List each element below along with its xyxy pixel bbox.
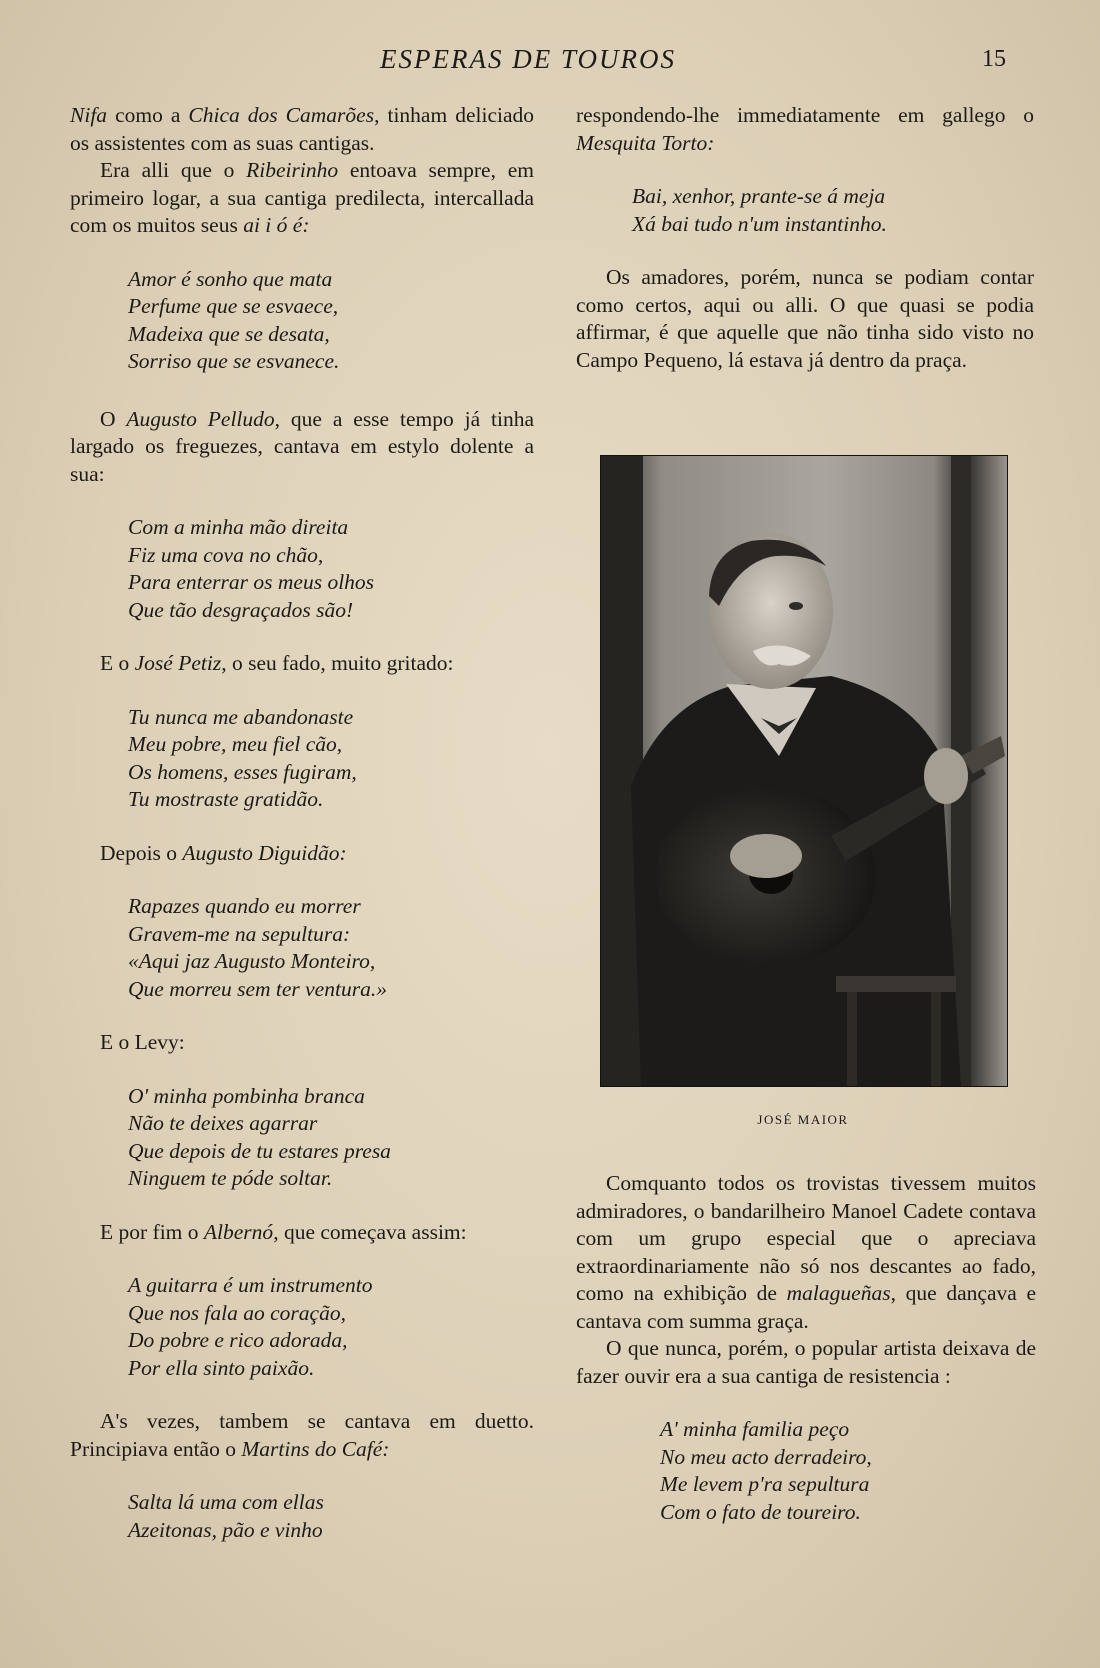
verse-line: Que nos fala ao coração, <box>128 1300 346 1325</box>
verse-line: Sorriso que se esvanece. <box>128 349 340 373</box>
verse <box>70 266 534 376</box>
verse <box>576 183 1034 238</box>
verse-line: Os homens, esses fugiram, <box>128 759 357 784</box>
paragraph: Era alli que o Ribeirinho entoava sempre, em primeiro logar, a sua cantiga predilecta, intercallada com os muitos seus ai i ó é: <box>70 158 534 237</box>
verse-line: Madeixa que se desata, <box>128 321 330 346</box>
verse-line: Amor é sonho que mata <box>128 266 333 291</box>
verse <box>70 1272 534 1382</box>
verse-line: Gravem-me na sepultura: <box>128 921 351 946</box>
paragraph: Nifa como a Chica dos Camarões, tinham deliciado os assistentes com as suas cantigas. <box>70 103 535 155</box>
verse-line: Que tão desgraçados são! <box>128 597 354 622</box>
verse-line: Ninguem te póde soltar. <box>128 1166 333 1190</box>
verse-line: Que morreu sem ter ventura.» <box>128 976 387 1001</box>
paragraph: Os amadores, porém, nunca se podiam contar como certos, aqui ou alli. O que quasi se podia affirmar, é que aquelle que não tinha sido visto no Campo Pequeno, lá estava já dentro da praça. <box>576 265 1034 372</box>
verse-line: A guitarra é um instrumento <box>128 1273 373 1297</box>
right-column <box>576 102 1034 374</box>
verse-line: Por ella sinto paixão. <box>128 1355 315 1380</box>
running-title: ESPERAS DE TOUROS <box>380 44 676 74</box>
verse <box>70 704 534 814</box>
paragraph: E por fim o Albernó, que começava assim: <box>100 1219 467 1244</box>
paragraph: Depois o Augusto Diguidão: <box>100 840 347 865</box>
verse <box>70 893 534 1003</box>
paragraph: A's vezes, tambem se cantava em duetto. Principiava então o Martins do Café: <box>70 1409 534 1461</box>
verse-line: Com a minha mão direita <box>128 515 349 539</box>
verse-line: Que depois de tu estares presa <box>128 1138 391 1163</box>
guitarist-portrait-image <box>601 456 1007 1086</box>
left-column <box>70 102 534 1544</box>
verse <box>576 1416 1036 1526</box>
right-column-lower <box>576 1170 1036 1526</box>
verse-line: Para enterrar os meus olhos <box>128 570 375 594</box>
verse-line: Do pobre e rico adorada, <box>128 1328 348 1352</box>
verse-line: Xá bai tudo n'um instantinho. <box>632 211 887 236</box>
verse-line: Azeitonas, pão e vinho <box>128 1517 323 1542</box>
verse-line: «Aqui jaz Augusto Monteiro, <box>128 949 376 973</box>
verse-line: Fiz uma cova no chão, <box>128 542 324 567</box>
page-number: 15 <box>982 46 1006 72</box>
verse-line: Salta lá uma com ellas <box>128 1490 324 1514</box>
verse-line: O' minha pombinha branca <box>128 1083 365 1108</box>
verse-line: Com o fato de toureiro. <box>660 1499 861 1524</box>
verse-line: Me levem p'ra sepultura <box>660 1472 870 1496</box>
paragraph: respondendo-lhe immediatamente em gallego o Mesquita Torto: <box>576 103 1034 155</box>
verse-line: Não te deixes agarrar <box>128 1111 318 1135</box>
paragraph: Comquanto todos os trovistas tivessem muitos admiradores, o bandarilheiro Manoel Cadete contava com um grupo especial que o apreciava extraordinariamente não só nos descantes ao fado, como na exhibição de malagueñas, que dançava e cantava com summa graça. <box>576 1171 1036 1333</box>
verse <box>70 1489 534 1544</box>
portrait-photograph <box>600 455 1008 1087</box>
paragraph: E o Levy: <box>100 1030 185 1054</box>
running-header <box>0 44 1100 84</box>
verse-line: Tu mostraste gratidão. <box>128 787 324 811</box>
verse-line: Tu nunca me abandonaste <box>128 704 354 729</box>
verse-line: Meu pobre, meu fiel cão, <box>128 732 343 756</box>
verse-line: Bai, xenhor, prante-se á meja <box>632 184 886 208</box>
verse-line: A' minha familia peço <box>660 1417 850 1441</box>
photo-caption: JOSÉ MAIOR <box>757 1112 849 1127</box>
paragraph: O que nunca, porém, o popular artista deixava de fazer ouvir era a sua cantiga de resistencia : <box>576 1336 1036 1388</box>
verse <box>70 514 534 624</box>
verse-line: Perfume que se esvaece, <box>128 294 339 318</box>
verse <box>70 1083 534 1193</box>
paragraph: O Augusto Pelludo, que a esse tempo já tinha largado os freguezes, cantava em estylo dolente a sua: <box>70 406 534 486</box>
verse-line: No meu acto derradeiro, <box>660 1444 872 1469</box>
verse-line: Rapazes quando eu morrer <box>128 894 361 918</box>
paragraph: E o José Petiz, o seu fado, muito gritado: <box>100 651 454 675</box>
